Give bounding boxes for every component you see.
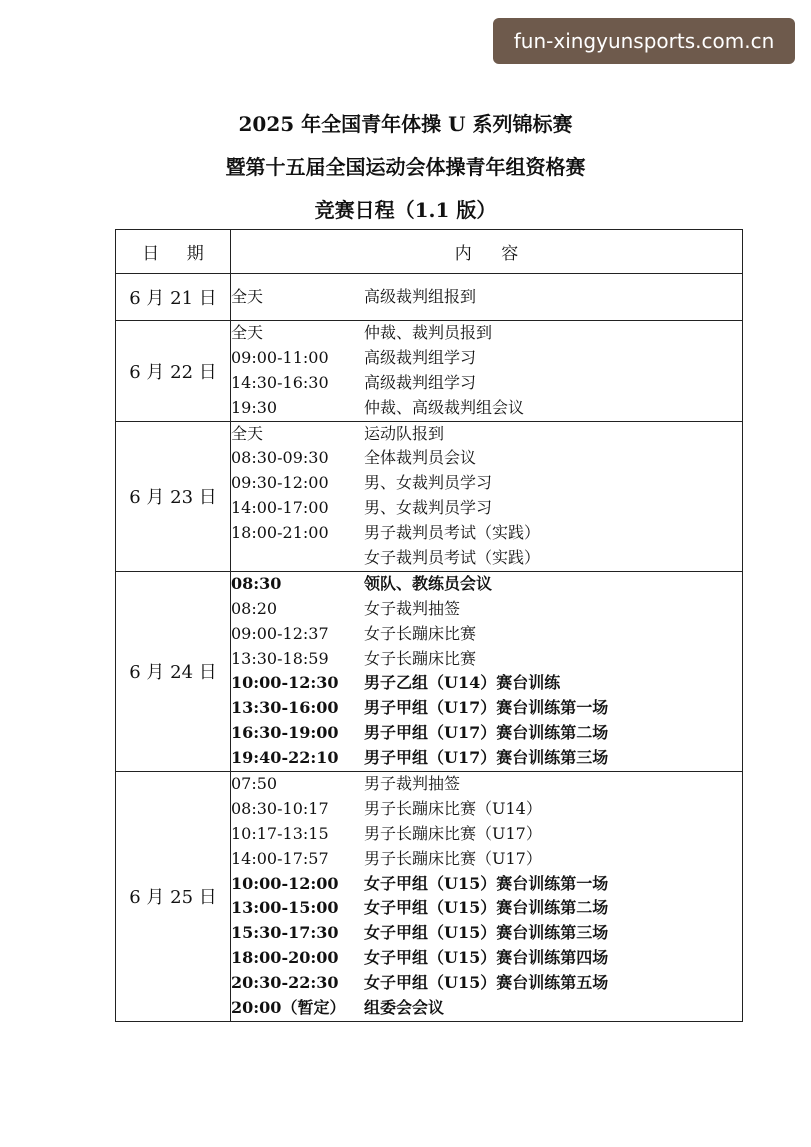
item-event: 女子长蹦床比赛 — [364, 648, 477, 668]
schedule-item — [231, 346, 742, 371]
item-event: 男子裁判抽签 — [364, 774, 461, 794]
day-date: 6 月 22 日 — [116, 321, 231, 422]
schedule-item — [231, 921, 742, 946]
day-items — [231, 274, 743, 321]
item-event: 男子长蹦床比赛（U17） — [364, 823, 542, 843]
item-event: 高级裁判组学习 — [364, 347, 477, 367]
item-time: 09:30-12:00 — [231, 473, 329, 493]
day-row — [116, 772, 743, 1022]
item-time: 07:50 — [231, 774, 278, 794]
item-event: 仲裁、高级裁判组会议 — [364, 397, 525, 417]
item-event: 仲裁、裁判员报到 — [364, 323, 493, 342]
item-event: 女子长蹦床比赛 — [364, 623, 477, 643]
item-time: 16:30-19:00 — [231, 723, 339, 743]
item-time: 13:00-15:00 — [231, 898, 339, 918]
schedule-item — [231, 971, 742, 996]
item-event: 男子乙组（U14）赛台训练 — [364, 673, 561, 693]
schedule-item — [231, 371, 742, 396]
schedule-item — [231, 321, 742, 346]
day-row — [116, 421, 743, 571]
item-event: 男子甲组（U17）赛台训练第二场 — [364, 723, 609, 743]
schedule-table — [115, 229, 743, 1022]
item-time: 09:00-12:37 — [231, 623, 329, 643]
day-date: 6 月 23 日 — [116, 421, 231, 571]
header-content: 内 容 — [231, 230, 743, 274]
item-event: 女子甲组（U15）赛台训练第五场 — [364, 973, 609, 993]
schedule-item — [231, 721, 742, 746]
item-time: 14:30-16:30 — [231, 372, 329, 392]
schedule-item — [231, 696, 742, 721]
day-date: 6 月 21 日 — [116, 274, 231, 321]
schedule-body — [116, 274, 743, 1022]
item-time: 15:30-17:30 — [231, 923, 339, 943]
item-event: 女子甲组（U15）赛台训练第三场 — [364, 923, 609, 943]
watermark-badge: fun-xingyunsports.com.cn — [493, 18, 795, 64]
item-time: 全天 — [231, 286, 264, 306]
schedule-item — [231, 822, 742, 847]
item-event: 组委会会议 — [364, 998, 445, 1018]
item-time: 09:00-11:00 — [231, 347, 329, 367]
day-row — [116, 571, 743, 771]
schedule-item — [231, 521, 742, 546]
item-event: 女子甲组（U15）赛台训练第四场 — [364, 948, 609, 968]
day-items — [231, 772, 743, 1022]
schedule-item — [231, 872, 742, 897]
schedule-item — [231, 746, 742, 771]
table-header-row — [116, 230, 743, 274]
day-items — [231, 321, 743, 422]
item-event: 全体裁判员会议 — [364, 448, 477, 468]
item-event: 男子长蹦床比赛（U14） — [364, 798, 542, 818]
item-event: 男子甲组（U17）赛台训练第一场 — [364, 698, 609, 718]
item-time: 全天 — [231, 423, 264, 443]
schedule-item — [231, 572, 742, 597]
schedule-item — [231, 597, 742, 622]
header-date: 日 期 — [116, 230, 231, 274]
item-event: 女子裁判员考试（实践） — [364, 548, 541, 568]
item-time: 08:20 — [231, 598, 278, 618]
item-time: 18:00-21:00 — [231, 523, 329, 543]
schedule-item — [231, 896, 742, 921]
schedule-item — [231, 622, 742, 647]
item-time: 14:00-17:00 — [231, 498, 329, 518]
schedule-item — [231, 996, 742, 1021]
schedule-item — [231, 396, 742, 421]
schedule-item — [231, 496, 742, 521]
item-time: 全天 — [231, 323, 264, 342]
item-event: 女子裁判抽签 — [364, 598, 461, 618]
item-time: 18:00-20:00 — [231, 948, 339, 968]
item-event: 男、女裁判员学习 — [364, 473, 493, 493]
schedule-item — [231, 546, 742, 571]
item-time: 10:00-12:30 — [231, 673, 339, 693]
item-event: 运动队报到 — [364, 423, 445, 443]
document-subtitle: 暨第十五届全国运动会体操青年组资格赛 — [225, 155, 586, 179]
item-time: 19:30 — [231, 397, 278, 417]
item-event: 女子甲组（U15）赛台训练第二场 — [364, 898, 609, 918]
item-event: 高级裁判组学习 — [364, 372, 477, 392]
item-time: 10:00-12:00 — [231, 873, 339, 893]
item-event: 女子甲组（U15）赛台训练第一场 — [364, 873, 609, 893]
item-time: 20:00（暂定） — [231, 998, 346, 1018]
item-event: 男子长蹦床比赛（U17） — [364, 848, 542, 868]
item-event: 男、女裁判员学习 — [364, 498, 493, 518]
item-time: 14:00-17:57 — [231, 848, 329, 868]
day-row — [116, 274, 743, 321]
day-row — [116, 321, 743, 422]
schedule-item — [231, 446, 742, 471]
item-time: 08:30 — [231, 573, 282, 593]
schedule-item — [231, 422, 742, 447]
document-title: 2025 年全国青年体操 U 系列锦标赛 — [238, 112, 573, 136]
item-event: 男子甲组（U17）赛台训练第三场 — [364, 748, 609, 768]
schedule-item — [231, 797, 742, 822]
item-time: 13:30-16:00 — [231, 698, 339, 718]
schedule-item — [231, 946, 742, 971]
item-event: 高级裁判组报到 — [364, 286, 477, 306]
schedule-item — [231, 847, 742, 872]
schedule-item — [231, 471, 742, 496]
day-items — [231, 421, 743, 571]
item-time: 20:30-22:30 — [231, 973, 339, 993]
schedule-heading: 竞赛日程（1.1 版） — [314, 198, 497, 222]
day-items — [231, 571, 743, 771]
schedule-item — [231, 671, 742, 696]
item-time: 08:30-09:30 — [231, 448, 329, 468]
item-time: 08:30-10:17 — [231, 798, 329, 818]
day-date: 6 月 24 日 — [116, 571, 231, 771]
item-time: 13:30-18:59 — [231, 648, 329, 668]
item-time: 10:17-13:15 — [231, 823, 329, 843]
item-time — [231, 546, 364, 571]
schedule-item — [231, 772, 742, 797]
day-date: 6 月 25 日 — [116, 772, 231, 1022]
schedule-item — [231, 647, 742, 672]
item-time: 19:40-22:10 — [231, 748, 339, 768]
item-event: 男子裁判员考试（实践） — [364, 523, 541, 543]
item-event: 领队、教练员会议 — [364, 573, 493, 593]
schedule-item — [231, 285, 742, 310]
